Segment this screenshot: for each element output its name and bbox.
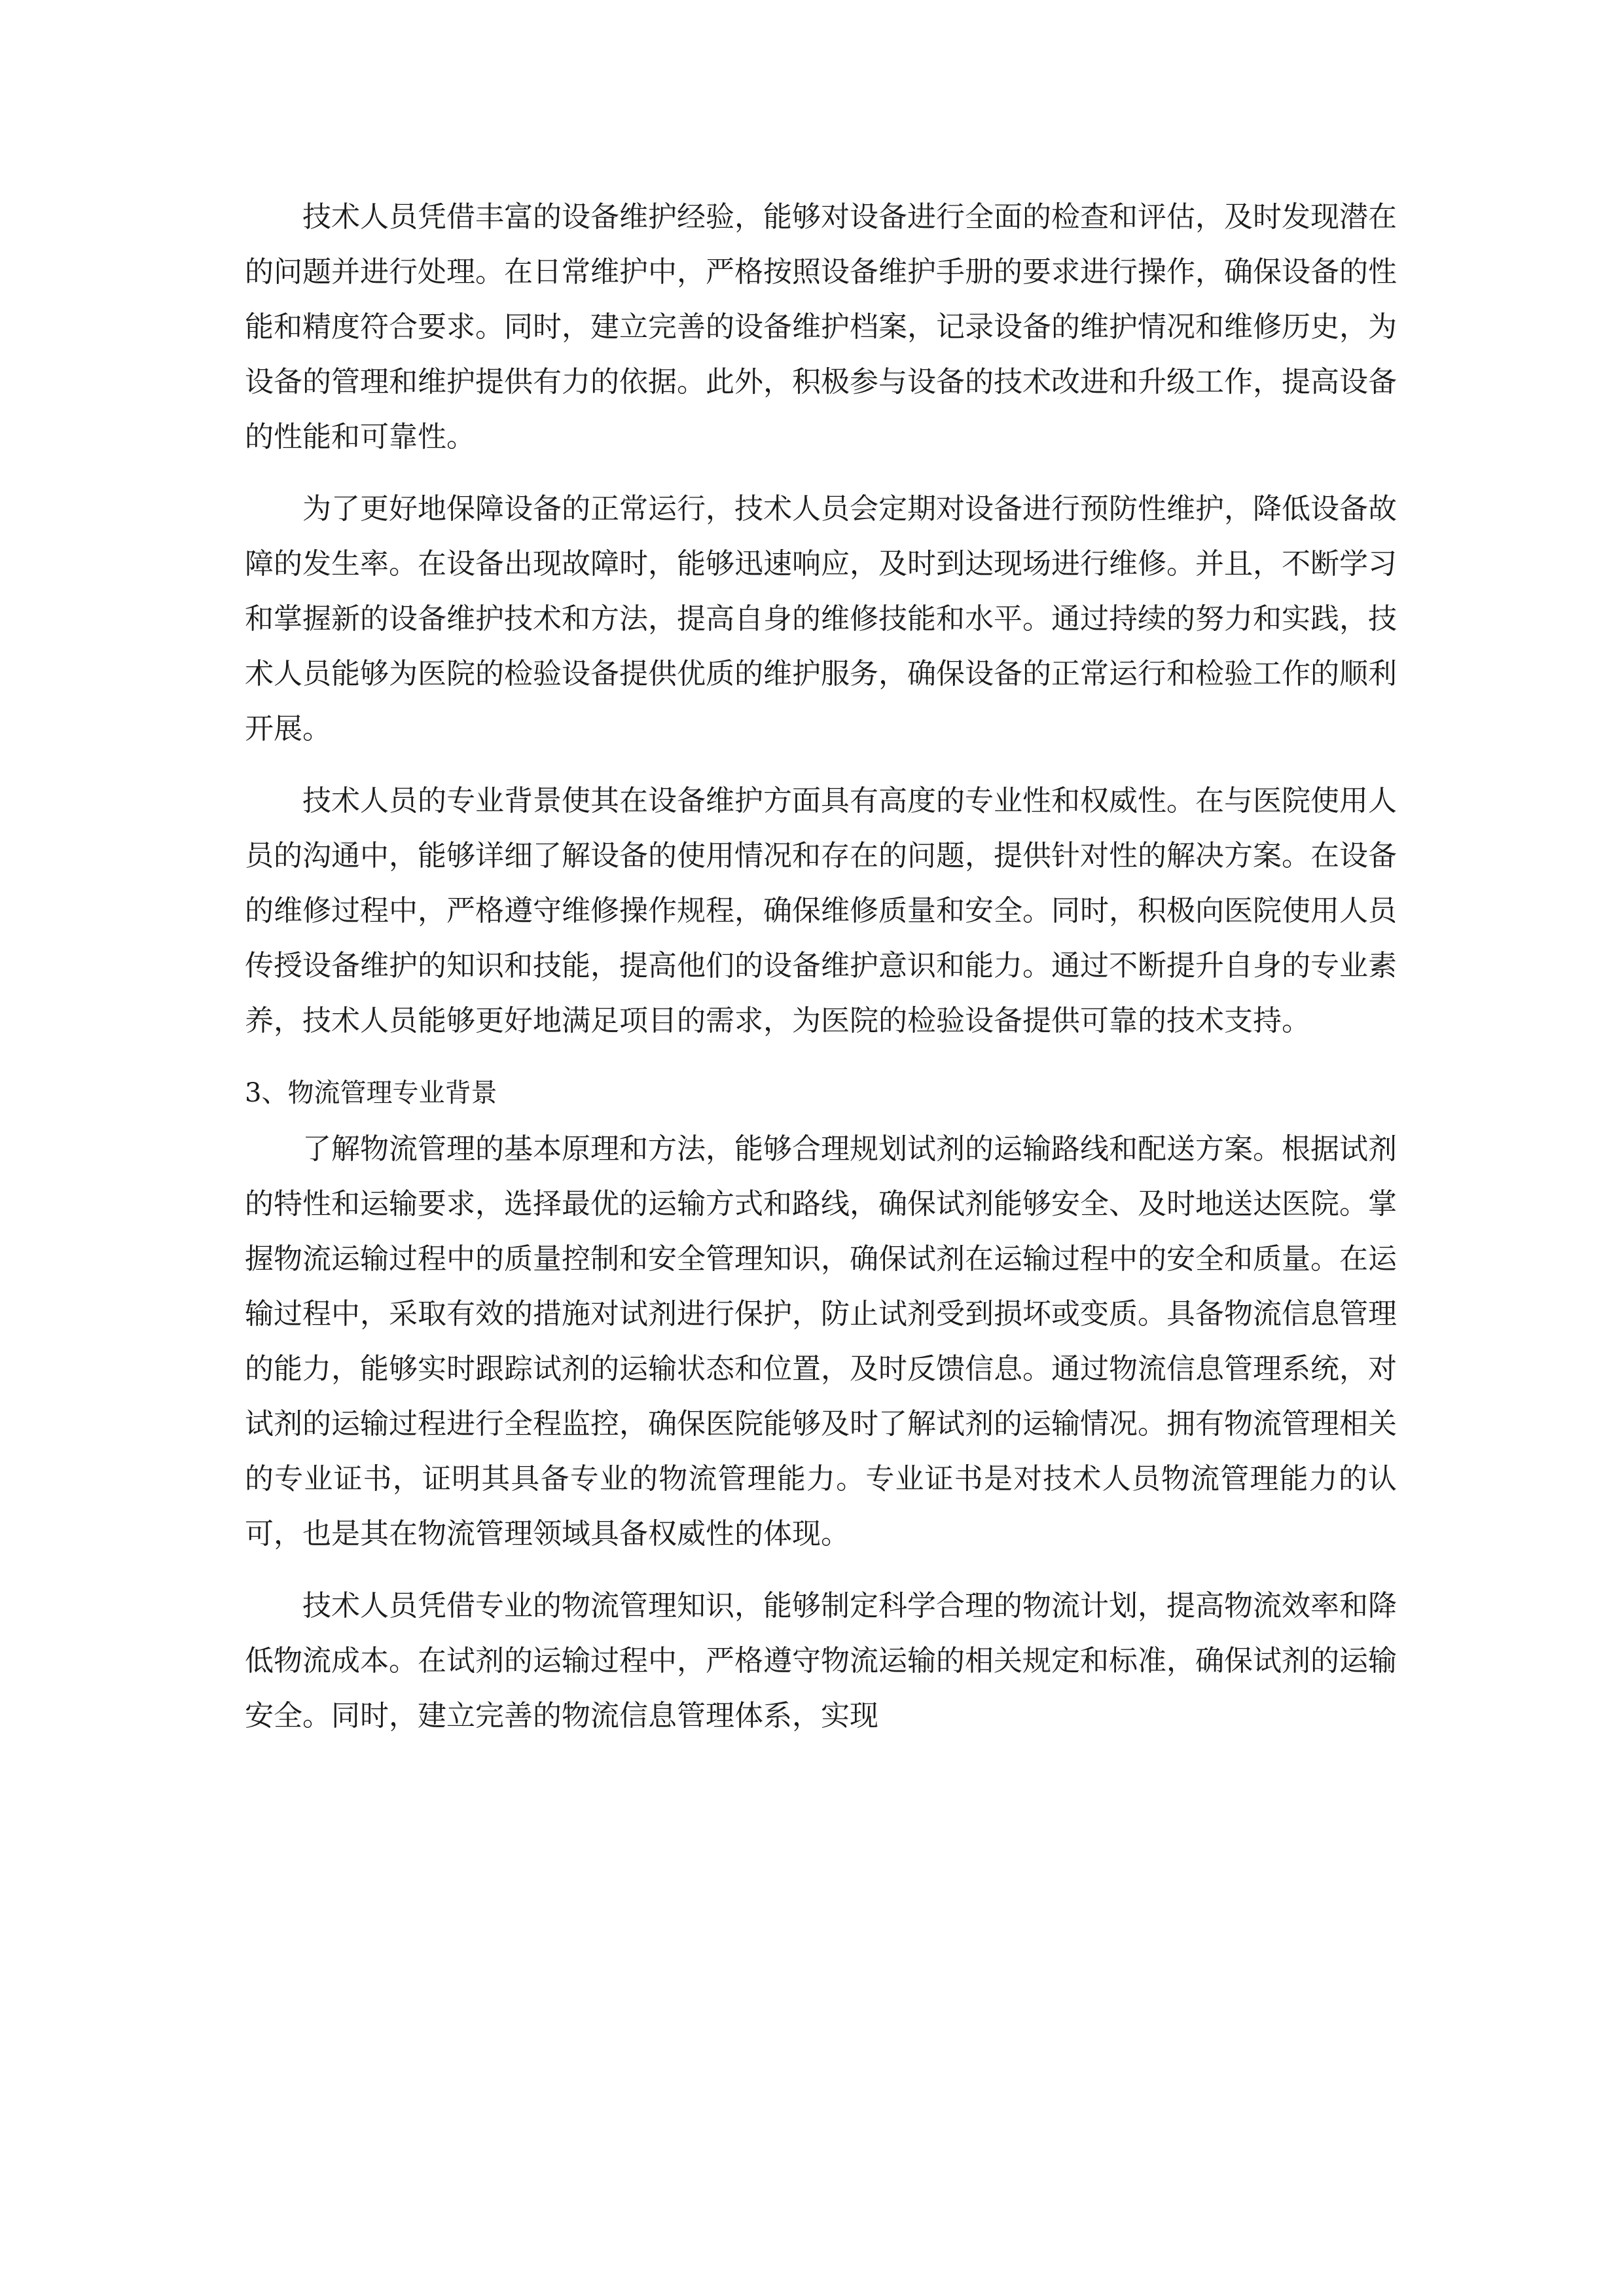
section-heading-logistics: 3、物流管理专业背景	[245, 1078, 497, 1108]
document-body	[245, 190, 1397, 1761]
paragraph-equipment-maintenance-experience: 技术人员凭借丰富的设备维护经验，能够对设备进行全面的检查和评估，及时发现潜在的问题并进行处理。在日常维护中，严格按照设备维护手册的要求进行操作，确保设备的性能和精度符合要求。同时，建立完善的设备维护档案，记录设备的维护情况和维修历史，为设备的管理和维护提供有力的依据。此外，积极参与设备的技术改进和升级工作，提高设备的性能和可靠性。	[245, 200, 1397, 454]
paragraph-professional-background: 技术人员的专业背景使其在设备维护方面具有高度的专业性和权威性。在与医院使用人员的沟通中，能够详细了解设备的使用情况和存在的问题，提供针对性的解决方案。在设备的维修过程中，严格遵守维修操作规程，确保维修质量和安全。同时，积极向医院使用人员传授设备维护的知识和技能，提高他们的设备维护意识和能力。通过不断提升自身的专业素养，技术人员能够更好地满足项目的需求，为医院的检验设备提供可靠的技术支持。	[245, 784, 1397, 1037]
paragraph-logistics-principles: 了解物流管理的基本原理和方法，能够合理规划试剂的运输路线和配送方案。根据试剂的特性和运输要求，选择最优的运输方式和路线，确保试剂能够安全、及时地送达医院。掌握物流运输过程中的质量控制和安全管理知识，确保试剂在运输过程中的安全和质量。在运输过程中，采取有效的措施对试剂进行保护，防止试剂受到损坏或变质。具备物流信息管理的能力，能够实时跟踪试剂的运输状态和位置，及时反馈信息。通过物流信息管理系统，对试剂的运输过程进行全程监控，确保医院能够及时了解试剂的运输情况。拥有物流管理相关的专业证书，证明其具备专业的物流管理能力。专业证书是对技术人员物流管理能力的认可，也是其在物流管理领域具备权威性的体现。	[245, 1132, 1397, 1551]
paragraph-preventive-maintenance: 为了更好地保障设备的正常运行，技术人员会定期对设备进行预防性维护，降低设备故障的发生率。在设备出现故障时，能够迅速响应，及时到达现场进行维修。并且，不断学习和掌握新的设备维护技术和方法，提高自身的维修技能和水平。通过持续的努力和实践，技术人员能够为医院的检验设备提供优质的维护服务，确保设备的正常运行和检验工作的顺利开展。	[245, 492, 1397, 745]
paragraph-logistics-planning: 技术人员凭借专业的物流管理知识，能够制定科学合理的物流计划，提高物流效率和降低物流成本。在试剂的运输过程中，严格遵守物流运输的相关规定和标准，确保试剂的运输安全。同时，建立完善的物流信息管理体系，实现	[245, 1589, 1397, 1732]
